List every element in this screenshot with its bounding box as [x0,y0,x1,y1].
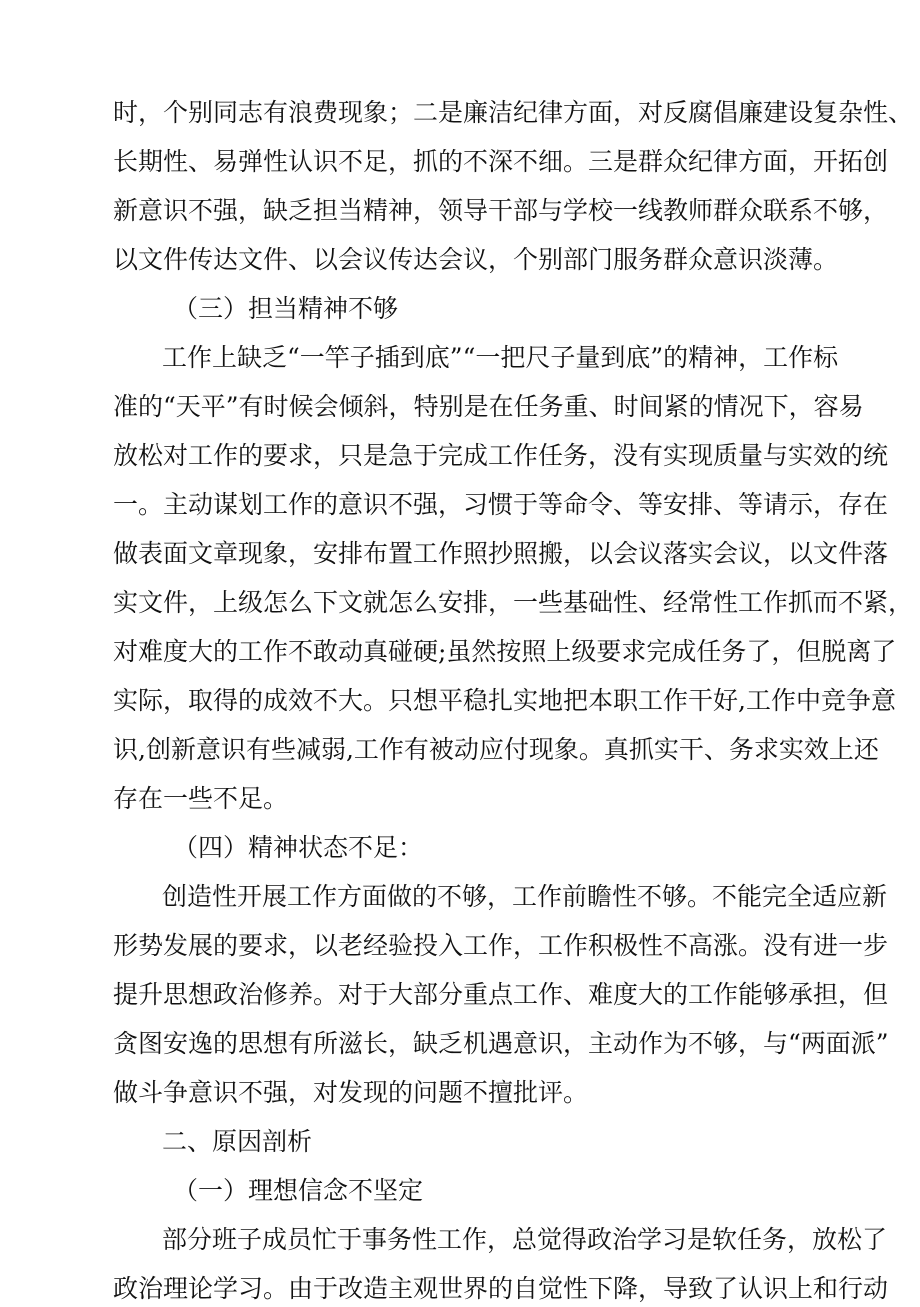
section-heading: （一）理想信念不坚定 [173,1176,424,1205]
paragraph-line: 长期性、易弹性认识不足，抓的不深不细。三是群众纪律方面，开拓创 [113,147,889,176]
section-heading: （四）精神状态不足： [173,833,424,862]
paragraph-line: 一。主动谋划工作的意识不强，习惯于等命令、等安排、等请示，存在 [113,490,889,519]
section-heading: 二、原因剖析 [162,1127,313,1156]
paragraph-line: 工作上缺乏“一竿子插到底”“一把尺子量到底”的精神，工作标 [162,343,839,372]
paragraph-line: 做表面文章现象，安排布置工作照抄照搬，以会议落实会议，以文件落 [113,539,889,568]
paragraph-line: 以文件传达文件、以会议传达会议，个别部门服务群众意识淡薄。 [113,245,839,274]
paragraph-line: 做斗争意识不强，对发现的问题不擅批评。 [113,1078,589,1107]
paragraph-line: 时，个别同志有浪费现象；二是廉洁纪律方面，对反腐倡廉建设复杂性、 [113,98,914,127]
paragraph-line: 政治理论学习。由于改造主观世界的自觉性下降，导致了认识上和行动 [113,1274,889,1303]
paragraph-line: 实文件，上级怎么下文就怎么安排，一些基础性、经常性工作抓而不紧， [113,588,914,617]
paragraph-line: 贪图安逸的思想有所滋长，缺乏机遇意识，主动作为不够，与“两面派” [113,1029,889,1058]
paragraph-line: 提升思想政治修养。对于大部分重点工作、难度大的工作能够承担，但 [113,980,889,1009]
paragraph-line: 创造性开展工作方面做的不够，工作前瞻性不够。不能完全适应新 [162,882,888,911]
paragraph-line: 部分班子成员忙于事务性工作，总觉得政治学习是软任务，放松了 [162,1225,888,1254]
section-heading: （三）担当精神不够 [173,294,399,323]
paragraph-line: 存在一些不足。 [113,784,289,813]
paragraph-line: 实际，取得的成效不大。只想平稳扎实地把本职工作干好,工作中竞争意 [113,686,896,715]
paragraph-line: 形势发展的要求，以老经验投入工作，工作积极性不高涨。没有进一步 [113,931,889,960]
paragraph-line: 放松对工作的要求，只是急于完成工作任务，没有实现质量与实效的统 [113,441,889,470]
paragraph-line: 新意识不强，缺乏担当精神，领导干部与学校一线教师群众联系不够， [113,196,889,225]
paragraph-line: 准的“天平”有时候会倾斜，特别是在任务重、时间紧的情况下，容易 [113,392,864,421]
paragraph-line: 对难度大的工作不敢动真碰硬;虽然按照上级要求完成任务了，但脱离了 [113,637,897,666]
paragraph-line: 识,创新意识有些减弱,工作有被动应付现象。真抓实干、务求实效上还 [113,735,879,764]
